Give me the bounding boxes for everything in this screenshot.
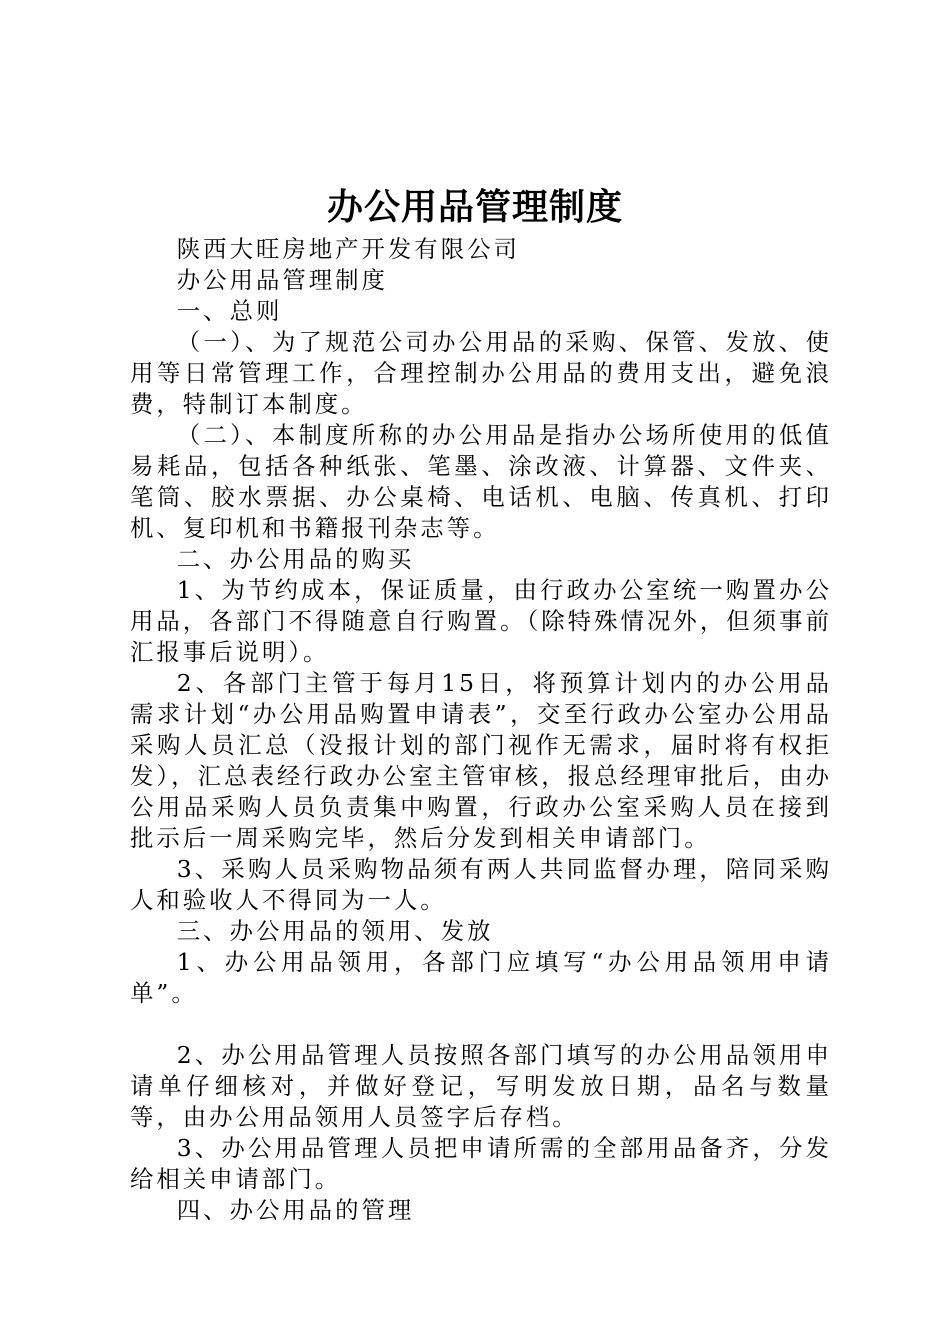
section-heading-3: 三、办公用品的领用、发放 [176,917,494,945]
section-heading-2: 二、办公用品的购买 [176,545,415,573]
blank-line [130,1009,832,1040]
paragraph: 1、办公用品领用，各部门应填写“办公用品领用申请单”。 [130,948,832,1007]
paragraph: （一）、为了规范公司办公用品的采购、保管、发放、使用等日常管理工作，合理控制办公用品的费用支出，避免浪费，特制订本制度。 [130,328,832,418]
company-name: 陕西大旺房地产开发有限公司 [176,235,520,263]
doc-subtitle: 办公用品管理制度 [176,266,388,294]
document-body [130,234,832,1226]
paragraph: （二）、本制度所称的办公用品是指办公场所使用的低值易耗品，包括各种纸张、笔墨、涂改液、计算器、文件夹、笔筒、胶水票据、办公桌椅、电话机、电脑、传真机、打印机、复印机和书籍报刊杂志等。 [130,421,832,542]
document-title: 办公用品管理制度 [326,186,623,228]
paragraph: 1、为节约成本，保证质量，由行政办公室统一购置办公用品，各部门不得随意自行购置。（除特殊情况外，但须事前汇报事后说明）。 [130,576,832,666]
paragraph: 2、各部门主管于每月15日，将预算计划内的办公用品需求计划“办公用品购置申请表”，交至行政办公室办公用品采购人员汇总（没报计划的部门视作无需求，届时将有权拒发），汇总表经行政办公室主管审核，报总经理审批后，由办公用品采购人员负责集中购置，行政办公室采购人员在接到批示后一周采购完毕，然后分发到相关申请部门。 [130,669,832,852]
paragraph: 3、办公用品管理人员把申请所需的全部用品备齐，分发给相关申请部门。 [130,1134,832,1193]
section-heading-1: 一、总则 [176,297,283,325]
paragraph: 2、办公用品管理人员按照各部门填写的办公用品领用申请单仔细核对，并做好登记，写明发放日期，品名与数量等，由办公用品领用人员签字后存档。 [130,1041,832,1131]
section-heading-4: 四、办公用品的管理 [176,1196,415,1224]
paragraph: 3、采购人员采购物品须有两人共同监督办理，陪同采购人和验收人不得同为一人。 [130,855,832,914]
